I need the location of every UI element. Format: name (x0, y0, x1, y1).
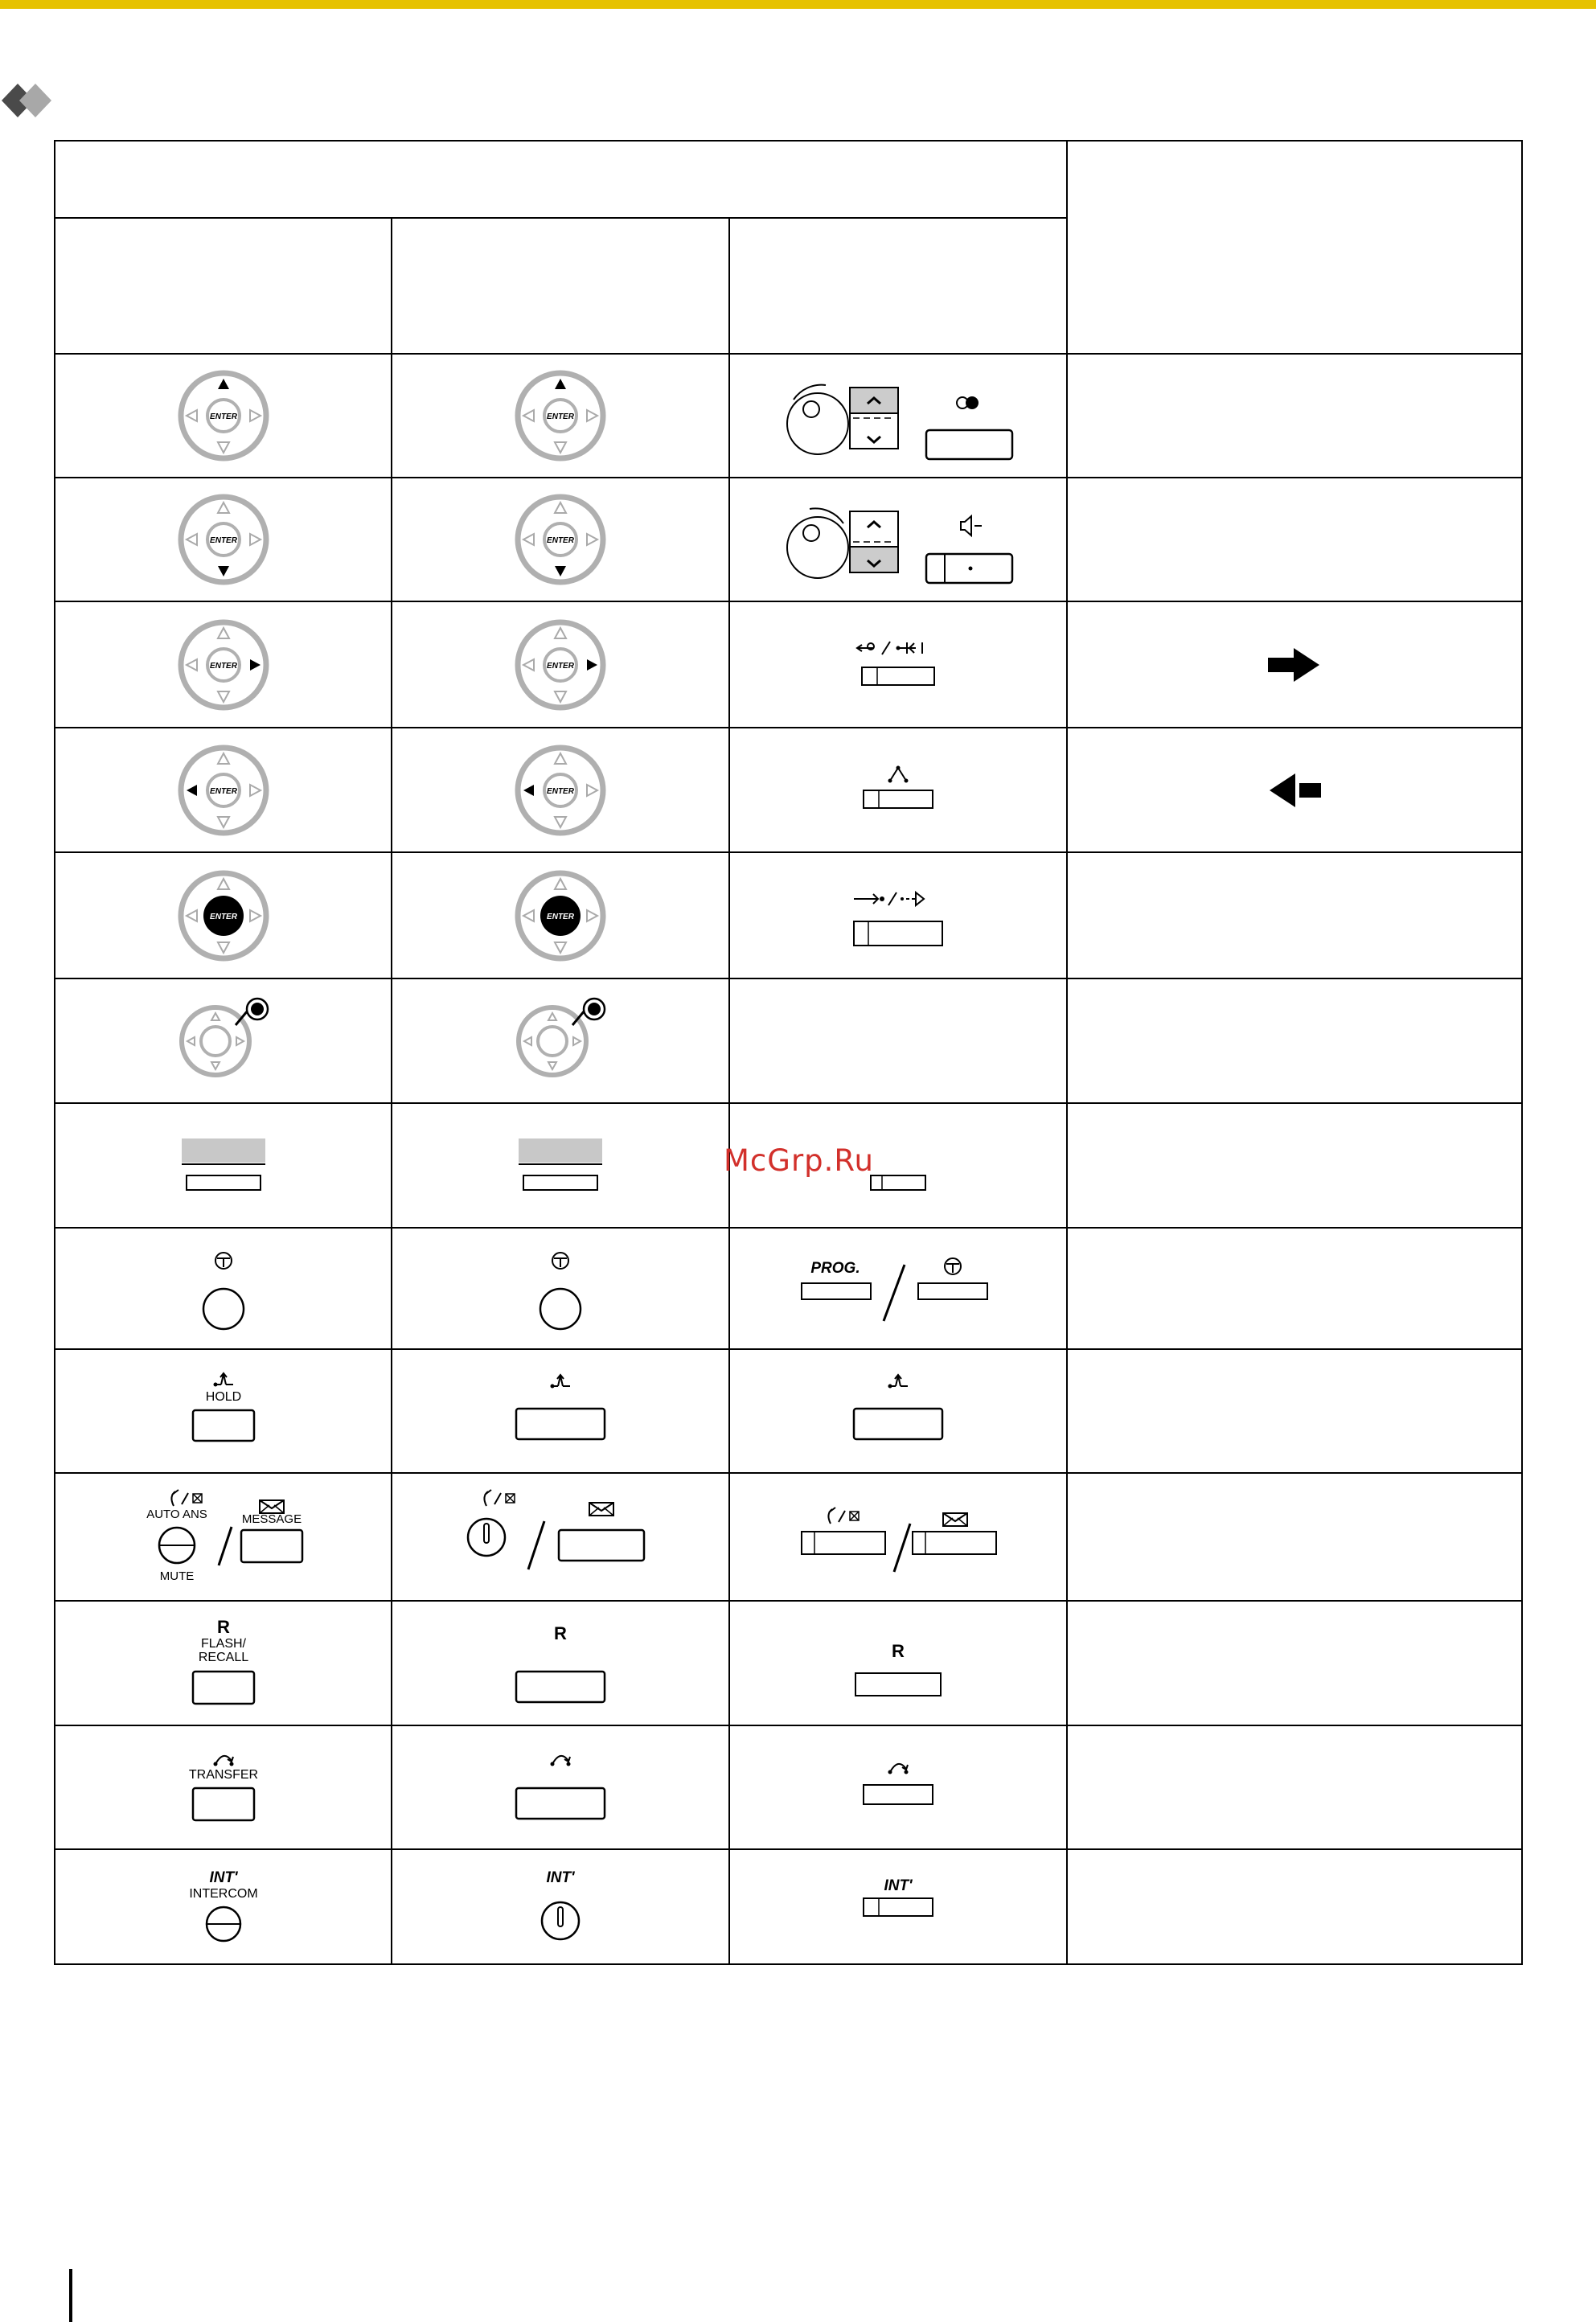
message-label: MESSAGE (241, 1512, 302, 1526)
enter-label: ENTER (547, 536, 574, 545)
description-auto-answer-message (1067, 1473, 1522, 1601)
int-label: INT' (546, 1869, 575, 1886)
navigator-enter-key-icon[interactable] (175, 868, 272, 964)
conference-key-icon[interactable] (850, 758, 946, 823)
description-navigator-up (1067, 354, 1522, 478)
flash-recall-key-icon[interactable] (175, 1615, 272, 1712)
cell-transfer-3 (729, 1725, 1067, 1849)
cell-navigator-down-1 (55, 478, 392, 601)
row-jog-dial (55, 978, 1522, 1103)
row-navigator-up (55, 354, 1522, 478)
cell-enter-2 (392, 852, 729, 978)
column-header-1 (55, 218, 392, 354)
cell-jog-dial-3 (729, 978, 1067, 1103)
row-auto-answer-message (55, 1473, 1522, 1601)
navigator-key-down-icon[interactable] (512, 491, 609, 588)
enter-label: ENTER (209, 661, 237, 671)
cell-navigator-right-2 (392, 601, 729, 728)
cell-navigator-up-1 (55, 354, 392, 478)
navigator-key-left-icon[interactable] (175, 742, 272, 839)
cell-jog-dial-2 (392, 978, 729, 1103)
transfer-key-icon[interactable] (508, 1743, 613, 1832)
r-label: R (892, 1640, 905, 1661)
arrow-right-icon (1266, 646, 1323, 683)
description-navigator-down (1067, 478, 1522, 601)
jog-dial-icon[interactable] (504, 993, 617, 1089)
program-key-icon[interactable] (175, 1245, 272, 1333)
navigator-key-up-icon[interactable] (512, 367, 609, 464)
intercom-key-icon[interactable] (512, 1863, 609, 1951)
description-header-cell (1067, 141, 1522, 354)
program-key-icon[interactable] (512, 1245, 609, 1333)
hold-label: HOLD (205, 1390, 241, 1404)
transfer-label: TRANSFER (188, 1768, 258, 1782)
enter-label: ENTER (209, 536, 237, 545)
r-label: R (554, 1623, 567, 1643)
cell-transfer-1 (55, 1725, 392, 1849)
cell-intercom-2 (392, 1849, 729, 1964)
description-enter (1067, 852, 1522, 978)
row-transfer (55, 1725, 1522, 1849)
cell-flash-recall-3 (729, 1601, 1067, 1725)
top-accent-bar (0, 0, 1596, 9)
enter-label: ENTER (209, 912, 237, 921)
cell-transfer-2 (392, 1725, 729, 1849)
cell-auto-answer-message-1 (55, 1473, 392, 1601)
hold-key-icon[interactable] (508, 1367, 613, 1455)
description-jog-dial (1067, 978, 1522, 1103)
cell-navigator-down-2 (392, 478, 729, 601)
auto-ans-label: AUTO ANS (146, 1507, 207, 1521)
flash-recall-key-icon[interactable] (508, 1615, 613, 1712)
hold-key-icon[interactable] (175, 1367, 272, 1455)
navigator-key-right-icon[interactable] (175, 617, 272, 713)
row-hold (55, 1349, 1522, 1473)
auto-answer-mute-message-key-icon[interactable] (119, 1485, 328, 1590)
int-label: INT' (884, 1877, 913, 1894)
recall-label: RECALL (198, 1650, 248, 1664)
description-flash-recall (1067, 1601, 1522, 1725)
intercom-label: INTERCOM (188, 1886, 258, 1901)
cell-hold-1 (55, 1349, 392, 1473)
row-intercom (55, 1849, 1522, 1964)
cell-navigator-right-3 (729, 601, 1067, 728)
cell-navigator-left-2 (392, 728, 729, 852)
description-transfer (1067, 1725, 1522, 1849)
flash-label: FLASH/ (200, 1636, 246, 1651)
cell-navigator-right-1 (55, 601, 392, 728)
description-hold (1067, 1349, 1522, 1473)
transfer-key-icon[interactable] (850, 1743, 946, 1832)
description-program (1067, 1228, 1522, 1349)
cell-flash-recall-2 (392, 1601, 729, 1725)
arrow-left-icon (1266, 772, 1323, 809)
column-header-2 (392, 218, 729, 354)
enter-label: ENTER (209, 786, 237, 796)
cell-navigator-left-3 (729, 728, 1067, 852)
enter-label: ENTER (547, 786, 574, 796)
jog-dial-up-volume-icon[interactable] (769, 367, 1027, 464)
row-enter (55, 852, 1522, 978)
prog-label: PROG. (810, 1259, 860, 1277)
enter-label: ENTER (547, 412, 574, 421)
prog-key-icon[interactable] (794, 1245, 1003, 1333)
cell-enter-3 (729, 852, 1067, 978)
watermark-text: McGrp.Ru (724, 1143, 874, 1178)
cell-navigator-left-1 (55, 728, 392, 852)
cell-enter-1 (55, 852, 392, 978)
cell-program-2 (392, 1228, 729, 1349)
cell-hold-2 (392, 1349, 729, 1473)
cell-auto-answer-message-3 (729, 1473, 1067, 1601)
auto-answer-mute-message-key-icon[interactable] (782, 1485, 1015, 1590)
cell-jog-dial-1 (55, 978, 392, 1103)
group-header-cell (55, 141, 1067, 218)
jog-dial-icon[interactable] (167, 993, 280, 1089)
cell-soft-key-1 (55, 1103, 392, 1228)
cell-flash-recall-1 (55, 1601, 392, 1725)
flash-recall-key-icon[interactable] (846, 1615, 950, 1712)
navigator-key-right-icon[interactable] (512, 617, 609, 713)
navigator-key-up-icon[interactable] (175, 367, 272, 464)
description-intercom (1067, 1849, 1522, 1964)
enter-label: ENTER (547, 661, 574, 671)
cell-program-1 (55, 1228, 392, 1349)
soft-key-icon[interactable] (512, 1134, 609, 1198)
navigator-key-down-icon[interactable] (175, 491, 272, 588)
row-flash-recall (55, 1601, 1522, 1725)
cell-soft-key-2 (392, 1103, 729, 1228)
cell-intercom-1 (55, 1849, 392, 1964)
row-program (55, 1228, 1522, 1349)
navigator-enter-key-icon[interactable] (512, 868, 609, 964)
hold-key-icon[interactable] (846, 1367, 950, 1455)
cell-navigator-up-3 (729, 354, 1067, 478)
r-label: R (216, 1616, 230, 1637)
intercom-key-icon[interactable] (850, 1863, 946, 1951)
forward-dnd-key-icon[interactable] (842, 880, 954, 952)
cell-navigator-up-2 (392, 354, 729, 478)
column-header-3 (729, 218, 1067, 354)
cell-navigator-down-3 (729, 478, 1067, 601)
intercom-key-icon[interactable] (175, 1863, 272, 1951)
cell-intercom-3 (729, 1849, 1067, 1964)
cell-auto-answer-message-2 (392, 1473, 729, 1601)
enter-label: ENTER (547, 912, 574, 921)
row-navigator-down (55, 478, 1522, 601)
row-navigator-right (55, 601, 1522, 728)
jog-dial-down-volume-icon[interactable] (769, 491, 1027, 588)
description-navigator-left (1067, 728, 1522, 852)
transfer-key-icon[interactable] (175, 1743, 272, 1832)
description-soft-key (1067, 1103, 1522, 1228)
auto-answer-mute-message-key-icon[interactable] (448, 1485, 673, 1590)
description-navigator-right (1067, 601, 1522, 728)
enter-label: ENTER (209, 412, 237, 421)
redial-pause-key-icon[interactable] (842, 629, 954, 701)
int-label: INT' (208, 1869, 238, 1886)
soft-key-icon[interactable] (175, 1134, 272, 1198)
cell-program-3 (729, 1228, 1067, 1349)
page-edge-bar (69, 2269, 72, 2322)
navigator-key-left-icon[interactable] (512, 742, 609, 839)
cell-hold-3 (729, 1349, 1067, 1473)
double-diamond-icon (2, 82, 66, 119)
mute-label: MUTE (159, 1569, 194, 1583)
row-navigator-left (55, 728, 1522, 852)
feature-table (54, 140, 1523, 1965)
